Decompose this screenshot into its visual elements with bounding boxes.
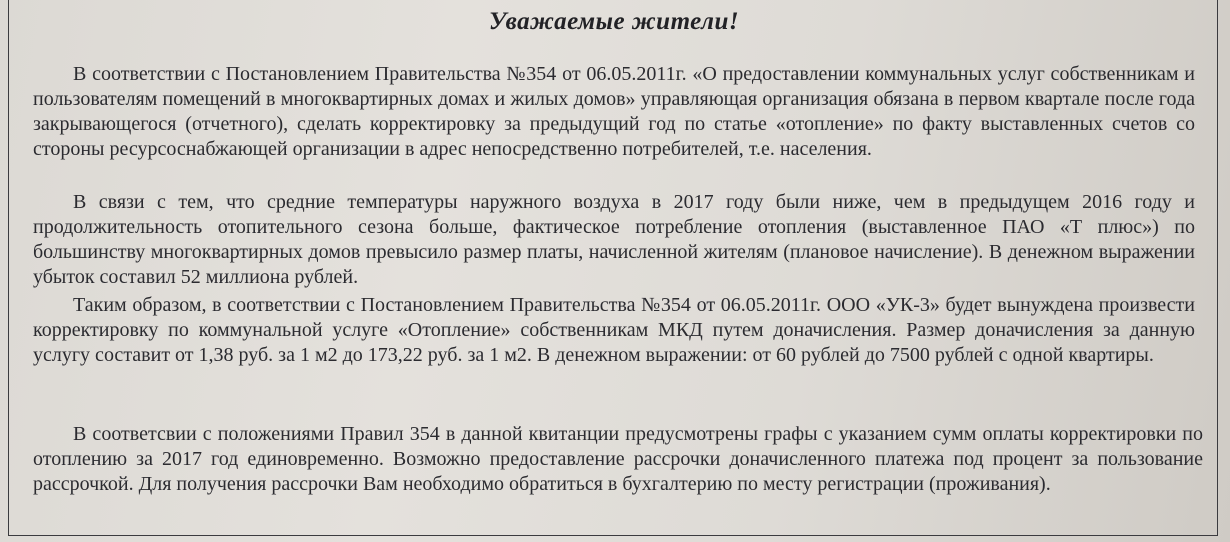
notice-paragraph-2: В связи с тем, что средние температуры наружного воздуха в 2017 году были ниже, чем в предыдущем 2016 году и продолжительность отопительного сезона больше, фактическое потребление отопления (выставленное ПАО «Т плюс») по большинству многоквартирных домов превысило размер платы, начисленной жителям (плановое начисление). В денежном выражении убыток составил 52 миллиона рублей. [33,191,1195,288]
notice-paragraph-1: В соответствии с Постановлением Правительства №354 от 06.05.2011г. «О предоставлении коммунальных услуг собственникам и пользователям помещений в многоквартирных домах и жилых домов» управляющая организация обязана в первом квартале после года закрывающегося (отчетного), сделать корректировку за предыдущий год по статье «отопление» по факту выставленных счетов со стороны ресурсоснабжающей организации в адрес непосредственно потребителей, т.е. населения. [33,63,1195,160]
notice-title: Уважаемые жители! [488,8,740,35]
notice-frame [8,0,1218,536]
notice-paragraph-3: Таким образом, в соответствии с Постановлением Правительства №354 от 06.05.2011г. ООО «УК-3» будет вынуждена произвести корректировку по коммунальной услуге «Отопление» собственникам МКД путем доначисления. Размер доначисления за данную услугу составит от 1,38 руб. за 1 м2 до 173,22 руб. за 1 м2. В денежном выражении: от 60 рублей до 7500 рублей с одной квартиры. [33,294,1195,366]
notice-paragraph-4: В соответсвии с положениями Правил 354 в данной квитанции предусмотрены графы с указанием сумм оплаты корректировки по отоплению за 2017 год единовременно. Возможно предоставление рассрочки доначисленного платежа под процент за пользование рассрочкой. Для получения рассрочки Вам необходимо обратиться в бухгалтерию по месту регистрации (проживания). [33,423,1203,495]
